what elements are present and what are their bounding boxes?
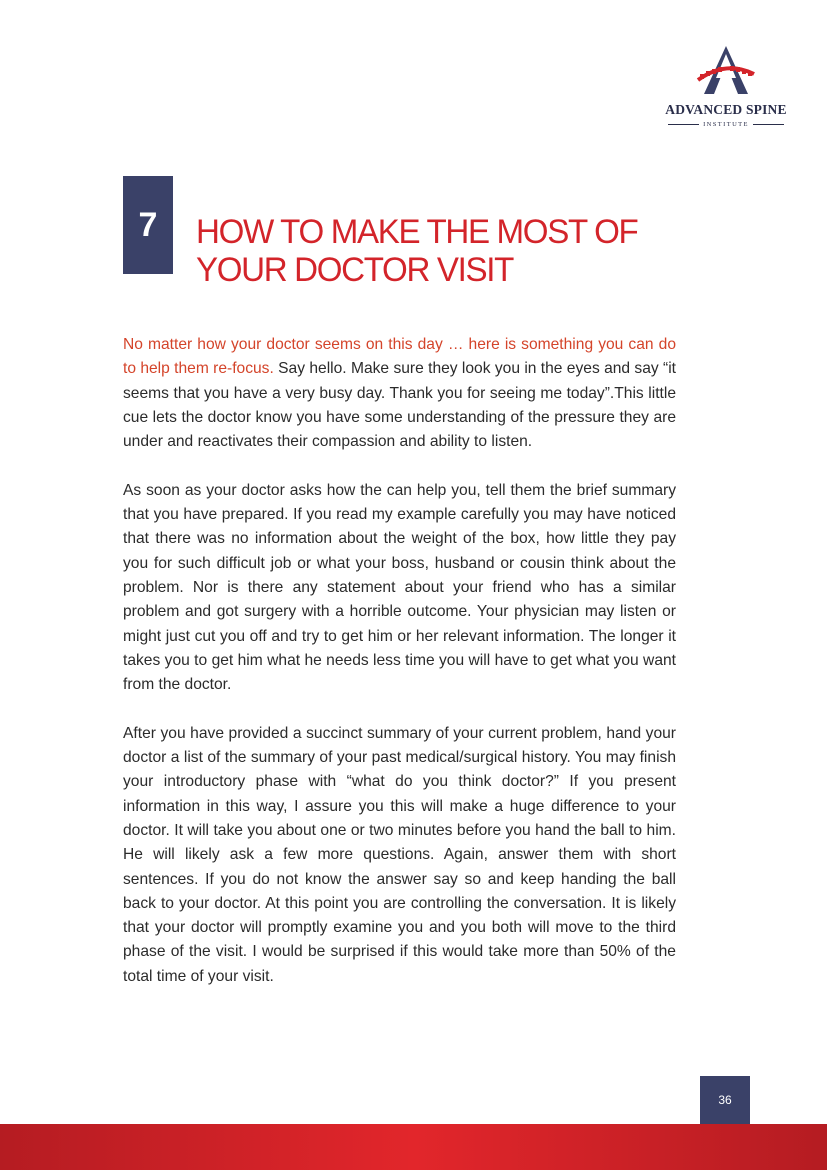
chapter-title: HOW TO MAKE THE MOST OF YOUR DOCTOR VISIT [196, 213, 638, 289]
paragraph-1 [123, 333, 676, 454]
footer-band [0, 1124, 827, 1170]
logo-name: ADVANCED SPINE [665, 102, 787, 117]
logo-rule-right [753, 124, 784, 125]
chapter-number: 7 [138, 205, 158, 244]
paragraph-1-text: Say hello. Make sure they look you in the eyes and say “it seems that you have a very busy day. Thank you for seeing me today”.This little cue lets the doctor know you have some understanding of the pressure they are under and reactivates their compassion and ability to listen. [123, 360, 677, 451]
body-text [123, 333, 676, 989]
paragraph-2: As soon as your doctor asks how the can help you, tell them the brief summary that you have prepared. If you read my example carefully you may have noticed that there was no information about the weight of the box, how little they pay you for such difficult job or what your boss, husband or cousin think about the problem. Nor is there any statement about your friend who has a similar problem and got surgery with a horrible outcome. Your physician may listen or might just cut you off and try to get him or her relevant information. The longer it takes you to get him what he needs less time you will have to get what you want from the doctor. [123, 481, 676, 694]
advanced-spine-logo [662, 44, 790, 134]
chapter-number-box [123, 176, 173, 274]
paragraph-1-highlight: No matter how your doctor seems on this day … here is something you can do to help them re-focus. [123, 336, 676, 378]
logo-rule-left [668, 124, 699, 125]
paragraph-3: After you have provided a succinct summary of your current problem, hand your doctor a list of the summary of your past medical/surgical history. You may finish your introductory phase with “what do you think doctor?” If you present information in this way, I assure you this will make a huge difference to your doctor. It will take you about one or two minutes before you hand the ball to him. He will likely ask a few more questions. Again, answer them with short sentences. If you do not know the answer say so and keep handing the ball back to your doctor. At this point you are controlling the conversation. It is likely that your doctor will promptly examine you and you both will move to the third phase of the visit. I would be surprised if this would take more than 50% of the total time of your visit. [123, 724, 676, 985]
page-number: 36 [718, 1093, 732, 1107]
logo-subtitle-row [668, 120, 784, 128]
page-number-tab [700, 1076, 750, 1124]
spine-a-logo-icon [694, 44, 758, 100]
logo-subtitle: INSTITUTE [703, 120, 749, 128]
